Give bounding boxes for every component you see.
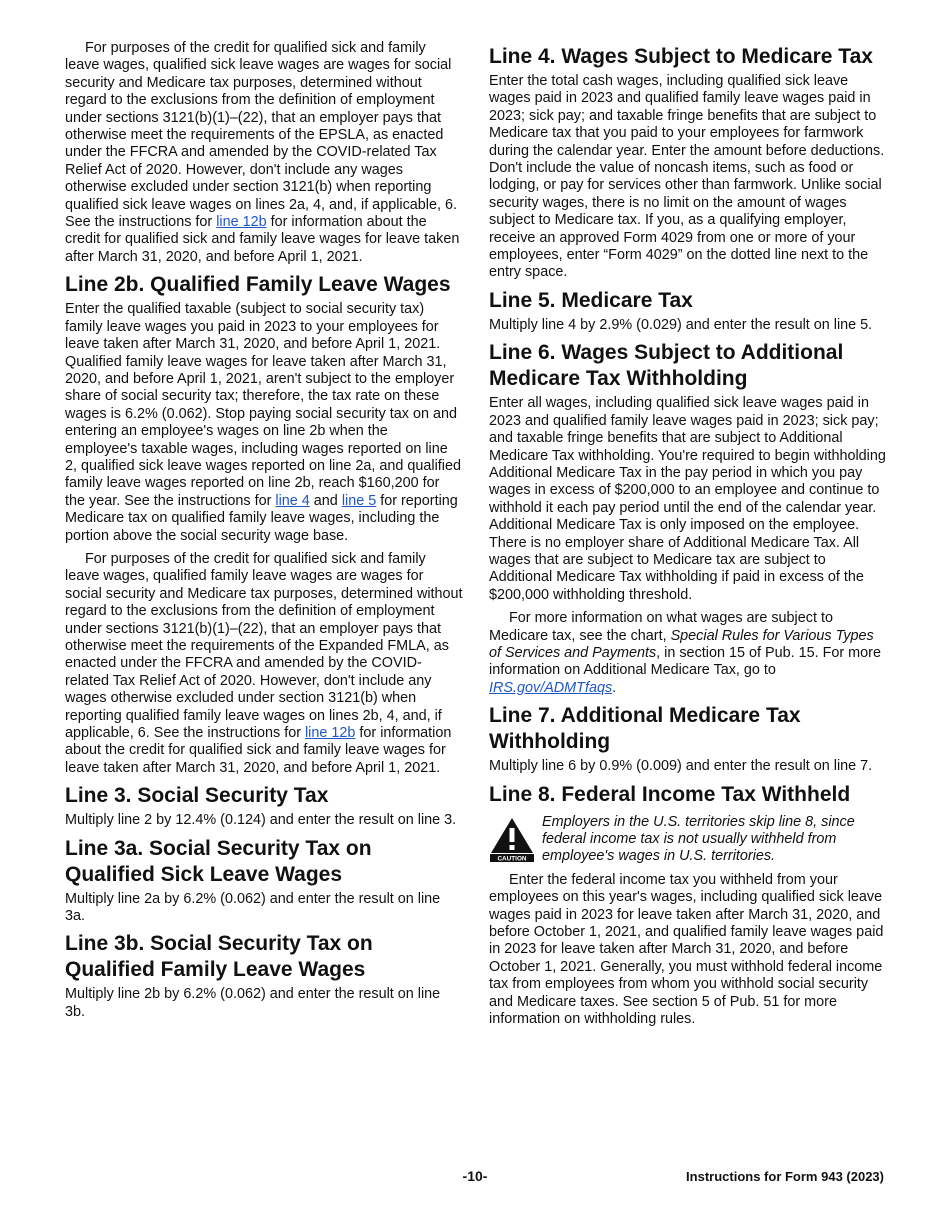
paragraph-line-4: Enter the total cash wages, including qualified sick leave wages paid in 2023 and qualified family leave wages paid in 2023; sick pay; and taxable fringe benefits that are subject to Medicare tax that you paid to your employees for farmwork during the calendar year. Enter the amount before deductions. Don't include the value of noncash items, such as food or lodging, or pay for services other than farmwork. Unlike social security wages, there is no limit on the amount of wages subject to Medicare tax. If you, as a qualifying employer, receive an approved Form 4029 from one or more of your employees, enter “Form 4029” on the dotted line next to the entry space. [489, 73, 885, 281]
link-line-12b-2[interactable]: line 12b [304, 725, 356, 742]
caution-icon [489, 816, 535, 862]
caution-text: Employers in the U.S. territories skip line 8, since federal income tax is not usually withheld from employee's wages in U.S. territories. [542, 813, 855, 865]
caution-box [489, 814, 886, 866]
paragraph-line-3: Multiply line 2 by 12.4% (0.124) and enter the result on line 3. [65, 812, 457, 829]
heading-line-2b: Line 2b. Qualified Family Leave Wages [65, 273, 451, 297]
paragraph-line-5: Multiply line 4 by 2.9% (0.029) and enter the result on line 5. [489, 316, 873, 333]
paragraph-line-7: Multiply line 6 by 0.9% (0.009) and enter the result on line 7. [489, 758, 873, 775]
paragraph-line-8: Enter the federal income tax you withheld from your employees on this year's wages, including qualified sick leave wages paid in 2023 for leave taken after March 31, 2020, and before October 1, 2021, and qualified family leave wages paid in 2023 for leave taken after March 31, 2020, and before October 1, 2021. Generally, you must withhold federal income tax from employees from whom you withhold social security and Medicare taxes. See section 5 of Pub. 51 for more information on withholding rules. [489, 871, 884, 1028]
heading-line-4: Line 4. Wages Subject to Medicare Tax [489, 45, 873, 68]
paragraph-family-leave-credit: For purposes of the credit for qualified sick and family leave wages, qualified family leave wages are wages for social security and Medicare tax purposes, determined without regard to the exclusions from the definition of employment under sections 3121(b)(1)–(22), that an employer pays that otherwise meet the requirements of the Expanded FMLA, as enacted under the FFCRA and amended by the COVID-related Tax Relief Act of 2020. However, don't include any wages otherwise excluded under section 3121(b) when reporting qualified family leave wages on lines 2b, 4, and, if applicable, 6. See the instructions for line 12b for information about the credit for qualified sick and family leave wages for leave taken after March 31, 2020, and before April 1, 2021. [65, 550, 463, 776]
paragraph-sick-leave-credit: For purposes of the credit for qualified sick and family leave wages, qualified sick leave wages are wages for social security and Medicare tax purposes, determined without regard to the exclusions from the definition of employment under sections 3121(b)(1)–(22), that an employer pays that otherwise meet the requirements of the EPSLA, as enacted under the FFCRA and amended by the COVID-related Tax Relief Act of 2020. However, don't include any wages otherwise excluded under section 3121(b) when reporting qualified sick leave wages on lines 2a, 4, and, if applicable, 6. See the instructions for line 12b for information about the credit for qualified sick and family leave wages for leave taken after March 31, 2020, and before April 1, 2021. [65, 40, 460, 265]
heading-line-3: Line 3. Social Security Tax [65, 784, 329, 808]
paragraph-line-6-more-info: For more information on what wages are subject to Medicare tax, see the chart, Special Rules for Various Types of Services and Payments, in section 15 of Pub. 15. For more information on Additional Medicare Tax, go to IRS.gov/ADMTfaqs. [489, 610, 881, 696]
heading-line-3b: Line 3b. Social Security Tax on Qualified Family Leave Wages [65, 932, 373, 982]
link-line-5[interactable]: line 5 [341, 492, 377, 509]
caution-label: CAUTION [497, 855, 527, 862]
footer-form-title: Instructions for Form 943 (2023) [686, 1169, 884, 1184]
heading-line-5: Line 5. Medicare Tax [489, 288, 693, 312]
link-line-12b[interactable]: line 12b [216, 214, 267, 231]
heading-line-7: Line 7. Additional Medicare Tax Withholding [489, 704, 801, 754]
heading-line-3a: Line 3a. Social Security Tax on Qualified Sick Leave Wages [65, 836, 372, 886]
link-line-4[interactable]: line 4 [275, 492, 310, 509]
right-column [489, 40, 886, 1034]
left-column [65, 40, 463, 1027]
paragraph-line-3b: Multiply line 2b by 6.2% (0.062) and enter the result on line 3b. [65, 986, 441, 1020]
page-number: -10- [462, 1168, 488, 1184]
heading-line-8: Line 8. Federal Income Tax Withheld [489, 782, 851, 806]
heading-line-6: Line 6. Wages Subject to Additional Medicare Tax Withholding [489, 341, 844, 391]
paragraph-line-3a: Multiply line 2a by 6.2% (0.062) and enter the result on line 3a. [65, 890, 441, 925]
link-irs-admtfaqs[interactable]: IRS.gov/ADMTfaqs [489, 679, 613, 696]
paragraph-line-2b: Enter the qualified taxable (subject to social security tax) family leave wages you paid in 2023 to your employees for leave taken after March 31, 2020, and before April 1, 2021. Qualified family leave wages for leave taken after March 31, 2020, and before April 1, 2021, aren't subject to the employer share of social security tax; therefore, the tax rate on these wages is 6.2% (0.062). Stop paying social security tax on and entering an employee's wages on line 2b when the employee's taxable wages, including wages reported on line 2, qualified sick leave wages reported on line 2a, and qualified family leave wages reported on line 2b, reach $160,200 for the year. See the instructions for line 4 and line 5 for reporting Medicare tax on qualified family leave wages, including the portion above the social security wage base. [65, 301, 462, 544]
paragraph-line-6: Enter all wages, including qualified sick leave wages paid in 2023 and qualified family leave wages paid in 2023; sick pay; and taxable fringe benefits that are subject to Additional Medicare Tax withholding. You're required to begin withholding Additional Medicare Tax in the pay period in which you pay wages in excess of $200,000 to an employee and continue to withhold it each pay period until the end of the calendar year. Additional Medicare Tax is only imposed on the employee. There is no employer share of Additional Medicare Tax. All wages that are subject to Medicare tax are subject to Additional Medicare Tax withholding if paid in excess of the $200,000 withholding threshold. [489, 395, 886, 603]
